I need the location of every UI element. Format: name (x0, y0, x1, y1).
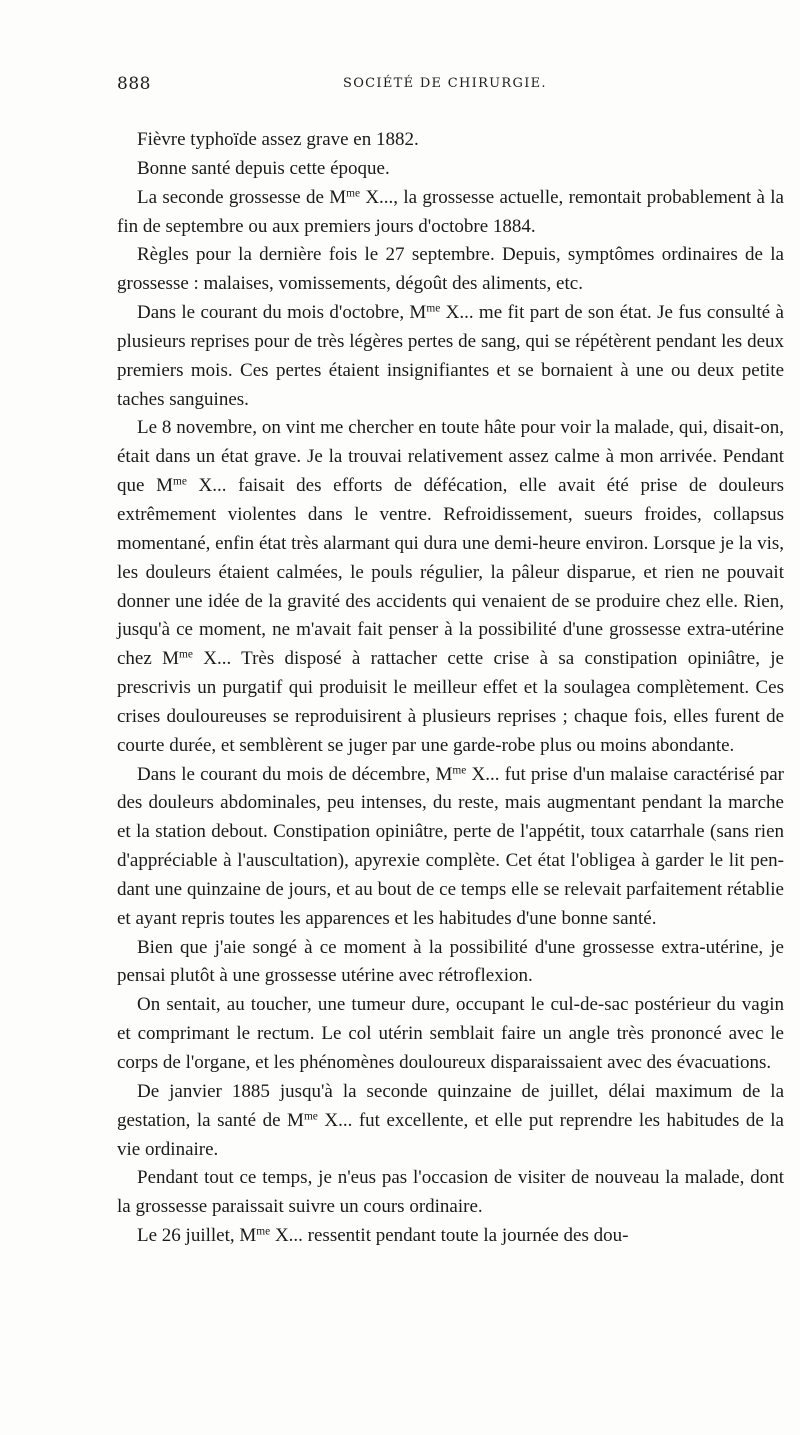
text-run: De janvier 1885 jusqu'à la seconde quinzaine de juillet, délai maximum de la gestation, la santé de M (117, 1080, 784, 1131)
text-run: Dans le courant du mois de décembre, M (137, 763, 453, 785)
text-run: X... faisait des efforts de défécation, elle avait été prise de douleurs extrêmement violentes dans le ventre. Refroidissement, sueurs froides, collapsus momentané, enfin état très alarmant qui dura une demi-heure environ. Lorsque je la vis, les douleurs étaient calmées, le pouls régulier, la pâleur disparue, et rien ne pouvait donner une idée de la gravité des accidents qui venaient de se produire chez elle. Rien, jusqu'à ce moment, ne m'avait fait penser à la possibilité d'une grossesse extra-utérine chez M (117, 475, 785, 670)
paragraph (117, 299, 784, 414)
text-run: X... Très disposé à rattacher cette crise à sa constipation opiniâtre, je prescrivis un purgatif qui produisit le meilleur effet et la soulagea complètement. Ces crises douloureuses se reproduisirent à plusieurs reprises ; chaque fois, elles furent de courte durée, et semblèrent se juger par une garde-robe plus ou moins abondante. (117, 648, 784, 756)
paragraph (117, 241, 784, 299)
superscript: me (256, 1225, 271, 1238)
page-header (117, 74, 784, 98)
paragraph (117, 761, 784, 934)
text-run: On sentait, au toucher, une tumeur dure, occupant le cul-de-sac postérieur du vagin et comprimant le rectum. Le col utérin semblait faire un angle très prononcé avec le corps de l'organe, et les phénomènes douloureux disparaissaient avec des évacuations. (117, 994, 784, 1073)
text-run: Bien que j'aie songé à ce moment à la possibilité d'une grossesse extra-utérine, je pensai plutôt à une grossesse utérine avec rétroflexion. (117, 936, 784, 987)
paragraph (117, 126, 784, 155)
text-run: Fièvre typhoïde assez grave en 1882. (137, 129, 419, 150)
superscript: me (172, 475, 187, 488)
text-run: Règles pour la dernière fois le 27 septembre. Depuis, symptômes ordinaires de la grossesse : malaises, vomissements, dégoût des aliments, etc. (117, 244, 784, 295)
superscript: me (346, 187, 361, 200)
paragraph (117, 934, 784, 992)
text-run: X... fut excellente, et elle put reprendre les habitudes de la vie ordinaire. (117, 1109, 784, 1160)
paragraph (117, 414, 784, 760)
page-number: 888 (117, 74, 151, 94)
superscript: me (426, 302, 441, 315)
paragraph (117, 1222, 784, 1251)
text-run: X... fut prise d'un malaise caractérisé par des douleurs abdominales, peu intenses, du reste, mais augmentant pendant la marche et la station debout. Constipation opiniâtre, perte de l'appétit, toux catarrhale (sans rien d'appréciable à l'auscultation), apyrexie complète. Cet état l'obligea à garder le lit pendant une quinzaine de jours, et au bout de ce temps elle se relevait parfaitement rétablie et ayant repris toutes les apparences et les habitudes d'une bonne santé. (117, 763, 784, 929)
paragraph (117, 184, 784, 242)
body-text (117, 126, 784, 1251)
text-run: La seconde grossesse de M (137, 186, 347, 208)
text-run: Bonne santé depuis cette époque. (137, 157, 390, 179)
text-run: Pendant tout ce temps, je n'eus pas l'occasion de visiter de nouveau la malade, dont la grossesse paraissait suivre un cours ordinaire. (117, 1167, 784, 1218)
paragraph (117, 1164, 784, 1222)
superscript: me (303, 1110, 318, 1123)
text-run: Le 26 juillet, M (137, 1225, 257, 1247)
text-run: X... me fit part de son état. Je fus consulté à plusieurs reprises pour de très légères pertes de sang, qui se répétèrent pendant les deux premiers mois. Ces pertes étaient insignifiantes et se bornaient à une ou deux petite taches sanguines. (117, 302, 784, 410)
text-run: Dans le courant du mois d'octobre, M (137, 302, 427, 324)
text-run: Le 8 novembre, on vint me chercher en toute hâte pour voir la malade, qui, disait-on, était dans un état grave. Je la trouvai relativement assez calme à mon arrivée. Pendant que M (117, 417, 784, 497)
paragraph (117, 155, 784, 184)
paragraph (117, 1078, 784, 1165)
text-run: X..., la grossesse actuelle, remontait probablement à la fin de septembre ou aux premiers jours d'octobre 1884. (117, 186, 784, 237)
superscript: me (179, 648, 193, 661)
text-run: X... ressentit pendant toute la journée des dou- (270, 1225, 629, 1247)
running-title: SOCIÉTÉ DE CHIRURGIE. (343, 76, 547, 91)
superscript: me (452, 764, 467, 777)
paragraph (117, 991, 784, 1078)
